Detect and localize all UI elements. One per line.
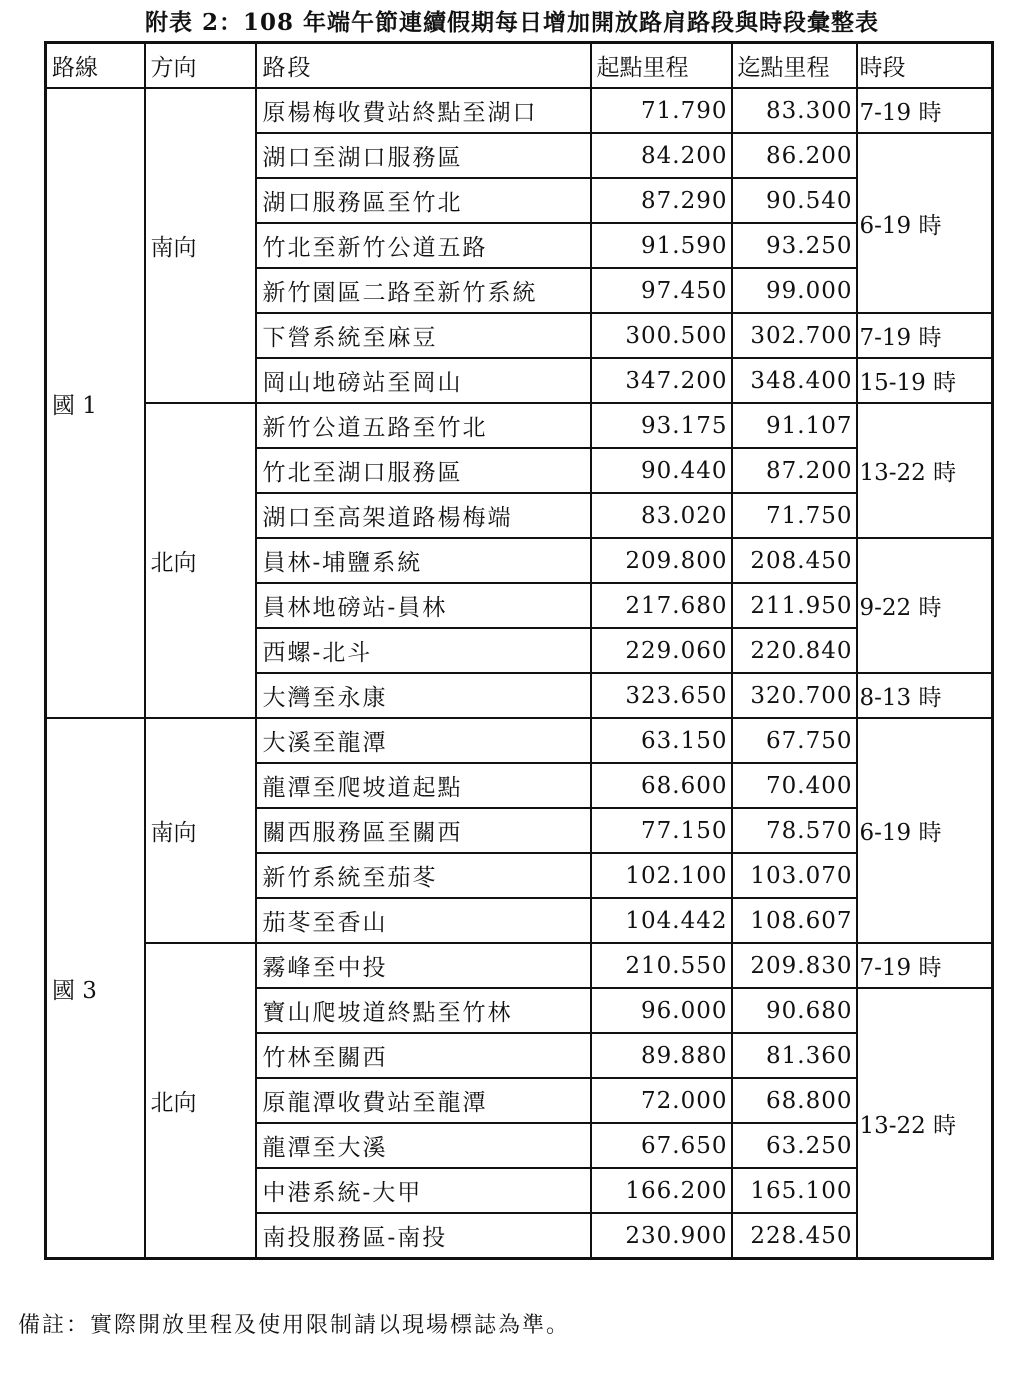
start-km-cell: 229.060 bbox=[591, 628, 732, 673]
direction-cell: 北向 bbox=[145, 403, 256, 718]
segment-cell: 寶山爬坡道終點至竹林 bbox=[256, 988, 591, 1033]
start-km-cell: 72.000 bbox=[591, 1078, 732, 1123]
segment-cell: 湖口服務區至竹北 bbox=[256, 178, 591, 223]
start-km-cell: 83.020 bbox=[591, 493, 732, 538]
segment-cell: 大灣至永康 bbox=[256, 673, 591, 718]
end-km-cell: 67.750 bbox=[732, 718, 857, 763]
header-segment: 路段 bbox=[256, 43, 591, 89]
end-km-cell: 228.450 bbox=[732, 1213, 857, 1259]
start-km-cell: 300.500 bbox=[591, 313, 732, 358]
segment-cell: 岡山地磅站至岡山 bbox=[256, 358, 591, 403]
segment-cell: 新竹園區二路至新竹系統 bbox=[256, 268, 591, 313]
period-cell: 7-19 時 bbox=[857, 313, 993, 358]
footnote: 備註：實際開放里程及使用限制請以現場標誌為準。 bbox=[18, 1313, 571, 1338]
segment-cell: 龍潭至爬坡道起點 bbox=[256, 763, 591, 808]
start-km-cell: 87.290 bbox=[591, 178, 732, 223]
end-km-cell: 108.607 bbox=[732, 898, 857, 943]
end-km-cell: 78.570 bbox=[732, 808, 857, 853]
segment-cell: 南投服務區-南投 bbox=[256, 1213, 591, 1259]
segment-cell: 霧峰至中投 bbox=[256, 943, 591, 988]
direction-cell: 北向 bbox=[145, 943, 256, 1259]
table-row bbox=[46, 403, 993, 448]
end-km-cell: 90.540 bbox=[732, 178, 857, 223]
route-cell: 國 3 bbox=[46, 718, 145, 1259]
period-cell: 6-19 時 bbox=[857, 718, 993, 943]
start-km-cell: 84.200 bbox=[591, 133, 732, 178]
segment-cell: 湖口至高架道路楊梅端 bbox=[256, 493, 591, 538]
period-cell: 7-19 時 bbox=[857, 88, 993, 133]
end-km-cell: 90.680 bbox=[732, 988, 857, 1033]
segment-cell: 湖口至湖口服務區 bbox=[256, 133, 591, 178]
start-km-cell: 97.450 bbox=[591, 268, 732, 313]
start-km-cell: 91.590 bbox=[591, 223, 732, 268]
shoulder-schedule-table bbox=[44, 41, 994, 1260]
header-period: 時段 bbox=[857, 43, 993, 89]
segment-cell: 大溪至龍潭 bbox=[256, 718, 591, 763]
start-km-cell: 89.880 bbox=[591, 1033, 732, 1078]
segment-cell: 員林地磅站-員林 bbox=[256, 583, 591, 628]
start-km-cell: 93.175 bbox=[591, 403, 732, 448]
segment-cell: 龍潭至大溪 bbox=[256, 1123, 591, 1168]
table-row bbox=[46, 943, 993, 988]
end-km-cell: 103.070 bbox=[732, 853, 857, 898]
table-row bbox=[46, 718, 993, 763]
start-km-cell: 96.000 bbox=[591, 988, 732, 1033]
period-cell: 13-22 時 bbox=[857, 403, 993, 538]
end-km-cell: 208.450 bbox=[732, 538, 857, 583]
end-km-cell: 320.700 bbox=[732, 673, 857, 718]
start-km-cell: 104.442 bbox=[591, 898, 732, 943]
start-km-cell: 68.600 bbox=[591, 763, 732, 808]
segment-cell: 竹林至關西 bbox=[256, 1033, 591, 1078]
end-km-cell: 93.250 bbox=[732, 223, 857, 268]
segment-cell: 原楊梅收費站終點至湖口 bbox=[256, 88, 591, 133]
header-start-km: 起點里程 bbox=[591, 43, 732, 89]
period-cell: 7-19 時 bbox=[857, 943, 993, 988]
start-km-cell: 230.900 bbox=[591, 1213, 732, 1259]
direction-cell: 南向 bbox=[145, 88, 256, 403]
period-cell: 6-19 時 bbox=[857, 133, 993, 313]
period-cell: 8-13 時 bbox=[857, 673, 993, 718]
end-km-cell: 91.107 bbox=[732, 403, 857, 448]
segment-cell: 關西服務區至關西 bbox=[256, 808, 591, 853]
period-cell: 15-19 時 bbox=[857, 358, 993, 403]
header-end-km: 迄點里程 bbox=[732, 43, 857, 89]
start-km-cell: 217.680 bbox=[591, 583, 732, 628]
end-km-cell: 165.100 bbox=[732, 1168, 857, 1213]
end-km-cell: 99.000 bbox=[732, 268, 857, 313]
start-km-cell: 209.800 bbox=[591, 538, 732, 583]
end-km-cell: 211.950 bbox=[732, 583, 857, 628]
table-title: 附表 2：108 年端午節連續假期每日增加開放路肩路段與時段彙整表 bbox=[144, 9, 880, 36]
end-km-cell: 70.400 bbox=[732, 763, 857, 808]
start-km-cell: 323.650 bbox=[591, 673, 732, 718]
start-km-cell: 166.200 bbox=[591, 1168, 732, 1213]
period-cell: 13-22 時 bbox=[857, 988, 993, 1259]
end-km-cell: 348.400 bbox=[732, 358, 857, 403]
segment-cell: 下營系統至麻豆 bbox=[256, 313, 591, 358]
end-km-cell: 209.830 bbox=[732, 943, 857, 988]
end-km-cell: 302.700 bbox=[732, 313, 857, 358]
header-row bbox=[46, 43, 993, 89]
start-km-cell: 102.100 bbox=[591, 853, 732, 898]
start-km-cell: 347.200 bbox=[591, 358, 732, 403]
start-km-cell: 210.550 bbox=[591, 943, 732, 988]
segment-cell: 竹北至湖口服務區 bbox=[256, 448, 591, 493]
end-km-cell: 71.750 bbox=[732, 493, 857, 538]
end-km-cell: 87.200 bbox=[732, 448, 857, 493]
start-km-cell: 67.650 bbox=[591, 1123, 732, 1168]
segment-cell: 新竹系統至茄苳 bbox=[256, 853, 591, 898]
header-direction: 方向 bbox=[145, 43, 256, 89]
end-km-cell: 86.200 bbox=[732, 133, 857, 178]
end-km-cell: 68.800 bbox=[732, 1078, 857, 1123]
end-km-cell: 220.840 bbox=[732, 628, 857, 673]
segment-cell: 員林-埔鹽系統 bbox=[256, 538, 591, 583]
route-cell: 國 1 bbox=[46, 88, 145, 718]
segment-cell: 原龍潭收費站至龍潭 bbox=[256, 1078, 591, 1123]
end-km-cell: 83.300 bbox=[732, 88, 857, 133]
start-km-cell: 63.150 bbox=[591, 718, 732, 763]
table-row bbox=[46, 88, 993, 133]
end-km-cell: 81.360 bbox=[732, 1033, 857, 1078]
segment-cell: 西螺-北斗 bbox=[256, 628, 591, 673]
start-km-cell: 71.790 bbox=[591, 88, 732, 133]
start-km-cell: 77.150 bbox=[591, 808, 732, 853]
segment-cell: 新竹公道五路至竹北 bbox=[256, 403, 591, 448]
end-km-cell: 63.250 bbox=[732, 1123, 857, 1168]
period-cell: 9-22 時 bbox=[857, 538, 993, 673]
segment-cell: 竹北至新竹公道五路 bbox=[256, 223, 591, 268]
header-route: 路線 bbox=[46, 43, 145, 89]
segment-cell: 中港系統-大甲 bbox=[256, 1168, 591, 1213]
segment-cell: 茄苳至香山 bbox=[256, 898, 591, 943]
direction-cell: 南向 bbox=[145, 718, 256, 943]
start-km-cell: 90.440 bbox=[591, 448, 732, 493]
